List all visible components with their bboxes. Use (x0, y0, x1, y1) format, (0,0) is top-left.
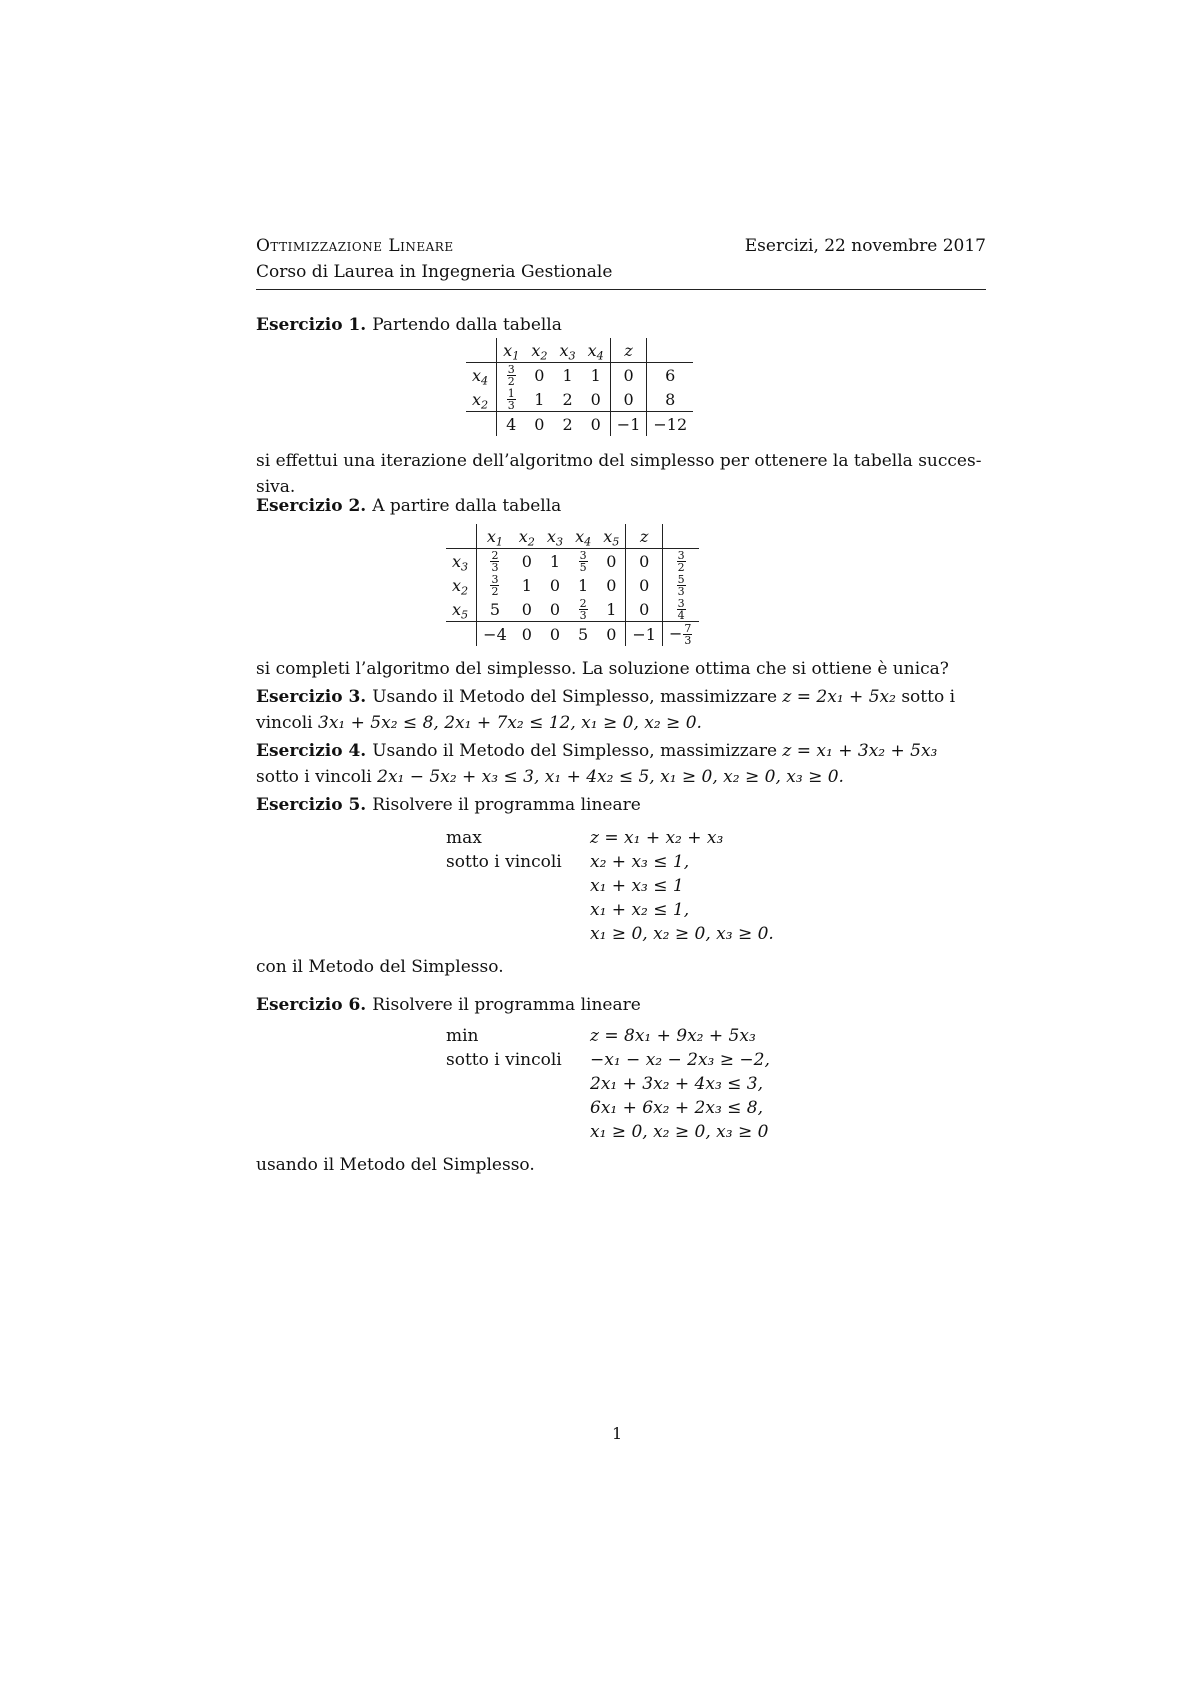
tab2-col-header: $x_4$ (575, 526, 592, 548)
exercise-5-st-keyword: sotto i vincoli (446, 852, 562, 872)
exercise-5-after-text: con il Metodo del Simplesso. (256, 957, 504, 977)
exercise-4-text-1: Usando il Metodo del Simplesso, massimizzare (372, 741, 778, 761)
tab2-cell: 5 (569, 622, 597, 647)
tab2-col-header: $x_5$ (603, 526, 620, 548)
exercise-5-after (256, 954, 986, 980)
exercise-5-intro (256, 792, 986, 818)
exercise-2-intro (256, 493, 986, 519)
exercise-5-intro-text: Risolvere il programma lineare (372, 795, 641, 815)
exercise-2-intro-text: A partire dalla tabella (372, 496, 562, 516)
tab2-row-basis: $x_5$ (452, 599, 469, 621)
exercise-6-intro-text: Risolvere il programma lineare (372, 995, 641, 1015)
tab1-row (466, 412, 693, 437)
tab2-cell: 0 (606, 575, 617, 595)
tab2-cell: $\frac{2}{3}$ (477, 549, 513, 574)
exercise-6-after-text: usando il Metodo del Simplesso. (256, 1155, 535, 1175)
exercise-2-tableau (446, 524, 699, 646)
tab2-cell: 0 (626, 549, 663, 574)
tab2-cell: −1 (626, 622, 663, 647)
tab2-col-header: $x_3$ (546, 526, 564, 548)
tab2-cell: 5 (477, 597, 513, 622)
tab2-cell: 0 (626, 597, 663, 622)
tab1-cell: 1 (534, 389, 545, 409)
exercise-6-constraint-4: x₁ ≥ 0, x₂ ≥ 0, x₃ ≥ 0 (590, 1122, 769, 1142)
exercise-6-constraint-3: 6x₁ + 6x₂ + 2x₃ ≤ 8, (590, 1098, 764, 1118)
exercise-6-program (446, 1024, 846, 1148)
tab2-row (446, 573, 699, 597)
header-rule (256, 289, 986, 290)
exercise-5-constraint-2: x₁ + x₃ ≤ 1 (590, 876, 684, 896)
exercise-6-constraint-1: −x₁ − x₂ − 2x₃ ≥ −2, (590, 1050, 770, 1070)
exercise-2-after-text: si completi l’algoritmo del simplesso. La soluzione ottima che si ottiene è unica? (256, 659, 949, 679)
tab2-cell: $\frac{3}{5}$ (569, 549, 597, 574)
exercise-4-objective: z = x₁ + 3x₂ + 5x₃ (782, 741, 938, 761)
tab2-cell: $\frac{2}{3}$ (579, 596, 587, 622)
exercise-6-st-keyword: sotto i vincoli (446, 1050, 562, 1070)
exercise-6-objective: z = 8x₁ + 9x₂ + 5x₃ (590, 1026, 756, 1046)
tab1-col-header: $x_4$ (587, 340, 604, 362)
tab2-cell: 0 (549, 599, 561, 619)
exercise-3-text-1: Usando il Metodo del Simplesso, massimizzare (372, 687, 778, 707)
tab1-cell: 0 (525, 412, 553, 437)
exercise-6-label: Esercizio 6. (256, 995, 367, 1015)
exercise-1-after-text: si effettui una iterazione dell’algoritmo del simplesso per ottenere la tabella succes- (256, 451, 982, 471)
tab1-cell: 2 (553, 412, 581, 437)
tab1-cell: −12 (647, 412, 693, 437)
tab1-row (466, 387, 693, 412)
tab2-cell: 0 (521, 599, 532, 619)
page-number: 1 (612, 1424, 623, 1443)
course-title: Ottimizzazione Lineare (256, 236, 454, 256)
tab1-cell: 0 (590, 389, 601, 409)
exercise-1-intro (256, 312, 986, 338)
exercise-5-program (446, 826, 846, 950)
exercise-4 (256, 738, 986, 790)
exercise-2-label: Esercizio 2. (256, 496, 367, 516)
tab2-cell: 0 (626, 573, 663, 597)
tab2-cell: $\frac{5}{3}$ (662, 573, 699, 597)
exercise-4-text-2: sotto i vincoli (256, 767, 372, 787)
exercise-1-tableau (466, 338, 693, 436)
exercise-3-text-2: vincoli (256, 713, 313, 733)
tab2-row-basis: $x_2$ (452, 575, 469, 597)
tab1-cell: 0 (582, 412, 611, 437)
tab1-cell: $\frac{1}{3}$ (497, 387, 526, 412)
tab1-col-header: z (610, 338, 647, 363)
exercise-5-objective: z = x₁ + x₂ + x₃ (590, 828, 724, 848)
tab2-cell: 1 (521, 575, 532, 595)
tab1-cell: −1 (610, 412, 647, 437)
tab2-cell: 0 (513, 549, 541, 574)
exercise-1-label: Esercizio 1. (256, 315, 367, 335)
tab2-cell: $\frac{3}{2}$ (477, 573, 513, 597)
tab1-cell: $\frac{3}{2}$ (497, 363, 526, 388)
exercise-6-after (256, 1152, 986, 1178)
tab2-cell: −4 (477, 622, 513, 647)
tab2-cell: 0 (549, 575, 561, 595)
exercise-2-after (256, 656, 986, 682)
tab1-cell: 8 (647, 387, 693, 412)
exercise-3-objective: z = 2x₁ + 5x₂ (782, 687, 896, 707)
tab2-row (446, 597, 699, 622)
tab1-cell: 2 (562, 389, 573, 409)
tab2-cell: − $\frac{7}{3}$ (662, 622, 699, 647)
tab2-row-basis (446, 622, 477, 647)
exercise-3-label: Esercizio 3. (256, 687, 367, 707)
tab2-col-header (662, 524, 699, 549)
exercise-3-constraints: 3x₁ + 5x₂ ≤ 8, 2x₁ + 7x₂ ≤ 12, x₁ ≥ 0, x₂ ≥ 0. (318, 713, 702, 733)
exercise-1-intro-text: Partendo dalla tabella (372, 315, 562, 335)
tab2-row (446, 549, 699, 574)
tab1-col-header: $x_3$ (559, 340, 576, 362)
tab2-col-header: $x_1$ (477, 524, 513, 549)
tab1-cell: 0 (610, 387, 647, 412)
tab1-cell: 6 (647, 363, 693, 388)
tab2-cell: 0 (513, 622, 541, 647)
tab1-cell: 1 (553, 363, 581, 388)
tab1-col-header: $x_1$ (497, 338, 526, 363)
tab2-cell: 0 (597, 622, 626, 647)
exercise-5-constraint-3: x₁ + x₂ ≤ 1, (590, 900, 690, 920)
exercise-5-constraint-4: x₁ ≥ 0, x₂ ≥ 0, x₃ ≥ 0. (590, 924, 774, 944)
tab1-cell: 1 (582, 363, 611, 388)
tab2-corner (446, 524, 477, 549)
tab1-row-basis: $x_2$ (472, 389, 489, 411)
tab2-col-header: z (626, 524, 663, 549)
tab1-col-header: $x_2$ (531, 340, 548, 362)
tab2-row (446, 622, 699, 647)
tab1-cell: 0 (610, 363, 647, 388)
exercise-6-intro (256, 992, 986, 1018)
tab2-row-basis: $x_3$ (446, 549, 477, 574)
tab2-cell: 0 (597, 549, 626, 574)
exercise-4-constraints: 2x₁ − 5x₂ + x₃ ≤ 3, x₁ + 4x₂ ≤ 5, x₁ ≥ 0, x₂ ≥ 0, x₃ ≥ 0. (377, 767, 844, 787)
exercise-date: Esercizi, 22 novembre 2017 (744, 236, 986, 256)
tab2-cell: $\frac{3}{4}$ (662, 597, 699, 622)
exercise-6-constraint-2: 2x₁ + 3x₂ + 4x₃ ≤ 3, (590, 1074, 764, 1094)
tab1-row-basis (466, 412, 497, 437)
degree-name: Corso di Laurea in Ingegneria Gestionale (256, 262, 613, 282)
exercise-6-objective-keyword: min (446, 1026, 479, 1046)
tab2-cell: 1 (541, 549, 569, 574)
exercise-5-objective-keyword: max (446, 828, 482, 848)
tab1-cell: 0 (525, 363, 553, 388)
tab2-cell: 1 (606, 599, 617, 619)
tab1-col-header (647, 338, 693, 363)
exercise-4-label: Esercizio 4. (256, 741, 367, 761)
exercise-3 (256, 684, 986, 736)
exercise-3-text-tail: sotto i (901, 687, 956, 707)
tab1-cell: 4 (497, 412, 526, 437)
tab1-row-basis: $x_4$ (466, 363, 497, 388)
exercise-5-constraint-1: x₂ + x₃ ≤ 1, (590, 852, 690, 872)
tab2-cell: 0 (541, 622, 569, 647)
tab1-corner (466, 338, 497, 363)
exercise-1-after-text-2: siva. (256, 477, 296, 497)
tab1-row (466, 363, 693, 388)
exercise-5-label: Esercizio 5. (256, 795, 367, 815)
tab2-cell: $\frac{3}{2}$ (662, 549, 699, 574)
tab2-col-header: $x_2$ (518, 526, 535, 548)
tab2-cell: 1 (578, 575, 589, 595)
